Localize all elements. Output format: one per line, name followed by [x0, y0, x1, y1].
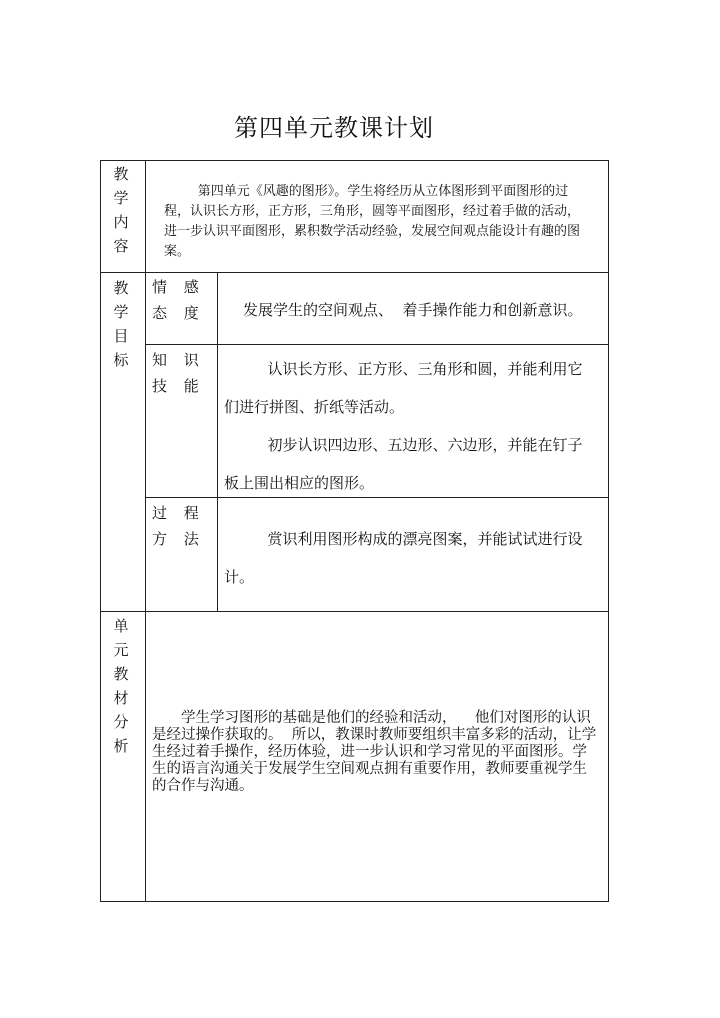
- knowledge-text-1: 认识长方形、正方形、三角形和圆，并能利用它们进行拼图、折纸等活动。: [224, 360, 583, 416]
- process-label-line2: 方 法: [152, 530, 205, 548]
- goals-subrow-divider-1: [145, 344, 609, 345]
- goals-sublabel-divider: [217, 272, 218, 611]
- knowledge-label: [152, 347, 216, 399]
- process-label: [152, 500, 216, 552]
- row-divider-content: [100, 272, 609, 273]
- analysis-label-text: 单元教材分析: [113, 617, 129, 755]
- content-label-text: 教学内容: [113, 165, 129, 255]
- emotion-label-line1: 情 感: [152, 278, 205, 296]
- analysis-text: 学生学习图形的基础是他们的经验和活动， 他们对图形的认识是经过操作获取的。 所以，教课时教师要组织丰富多彩的活动，让学生经过着手操作，经历体验，进一步认识和学习常见的平面图形。学生的语言沟通关于发展学生空间观点拥有重要作用，教师要重视学生的合作与沟通。: [152, 710, 597, 794]
- knowledge-label-line1: 知 识: [152, 351, 205, 369]
- analysis-label: [106, 614, 136, 758]
- content-text: 第四单元《风趣的图形》。学生将经历从立体图形到平面图形的过程，认识长方形，正方形，三角形，圆等平面图形，经过着手做的活动，进一步认识平面图形，累积数学活动经验，发展空间观点能设计有趣的图案。: [164, 184, 581, 259]
- page-title: 第四单元教课计划: [234, 114, 434, 142]
- emotion-label-line2: 态 度: [152, 304, 205, 322]
- row-divider-goals: [100, 611, 609, 612]
- table-border-bottom: [100, 901, 609, 902]
- goals-label-text: 教学目标: [113, 279, 129, 369]
- goals-label: [106, 276, 136, 372]
- lesson-plan-table: [100, 160, 609, 902]
- process-label-line1: 过 程: [152, 504, 205, 522]
- knowledge-label-line2: 技 能: [152, 377, 205, 395]
- table-border-top: [100, 160, 609, 161]
- process-text: 赏识利用图形构成的漂亮图案，并能试试进行设计。: [224, 530, 583, 586]
- content-label: [106, 162, 136, 258]
- knowledge-text-2: 初步认识四边形、五边形、六边形，并能在钉子板上围出相应的图形。: [224, 436, 583, 492]
- emotion-label: [152, 274, 216, 326]
- emotion-text: 发展学生的空间观点、 着手操作能力和创新意识。: [243, 301, 583, 319]
